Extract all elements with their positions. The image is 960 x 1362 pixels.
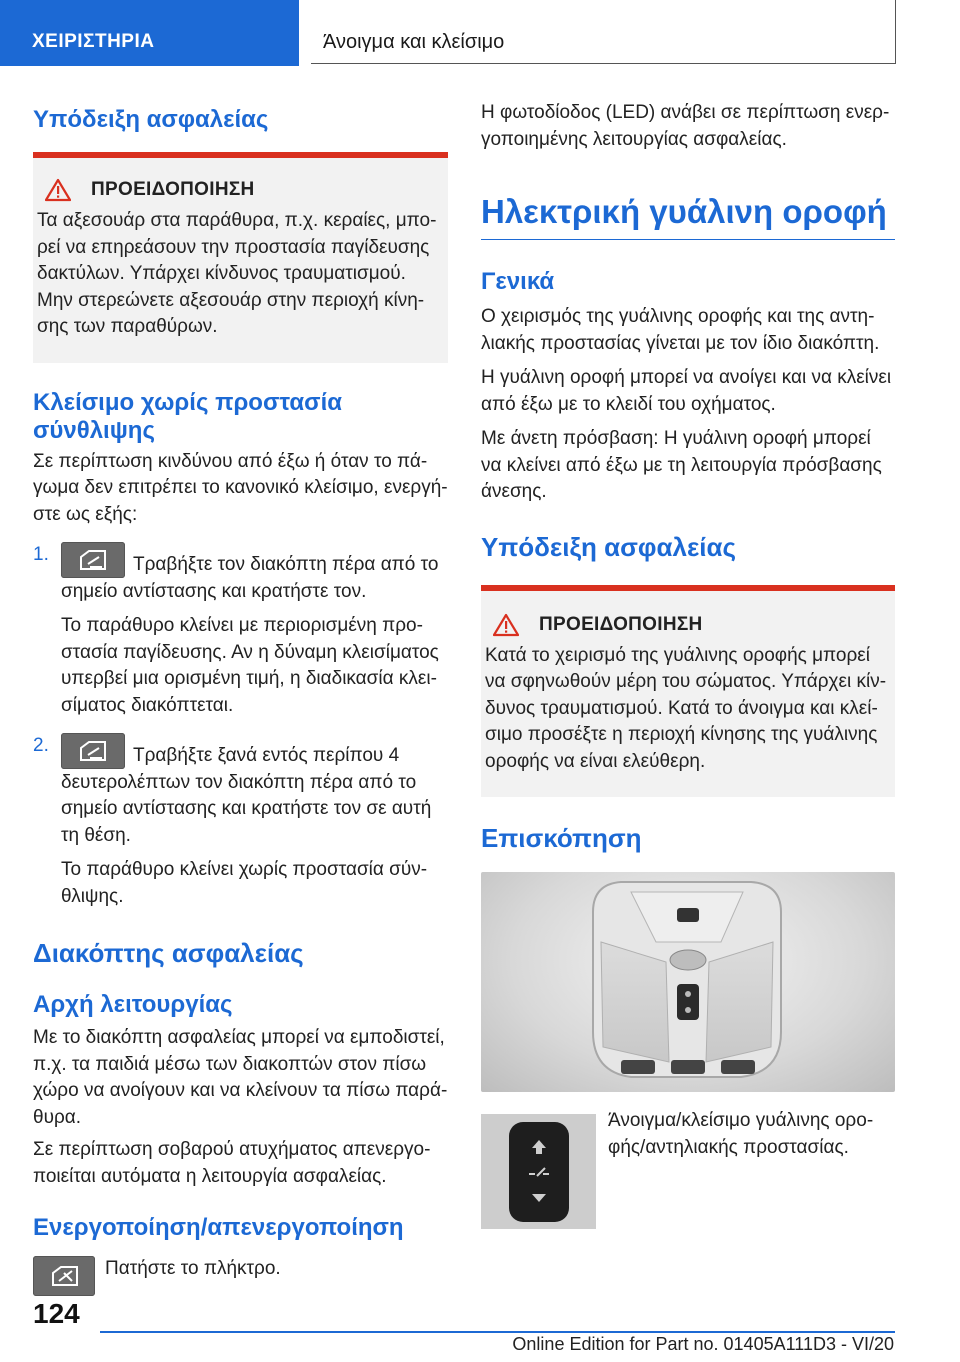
toggle-text: Πατήστε το πλήκτρο.	[105, 1258, 281, 1279]
switch-heading: Διακόπτης ασφαλείας	[33, 938, 304, 968]
step-number: 2.	[33, 735, 49, 756]
step-item	[33, 542, 448, 719]
step-item	[33, 733, 448, 910]
warning-header	[481, 613, 895, 637]
warning-label: ΠΡΟΕΙΔΟΠΟΙΗΣΗ	[539, 613, 703, 635]
toggle-row	[33, 1256, 448, 1296]
window-switch-icon	[78, 739, 108, 763]
window-switch-image	[61, 542, 125, 578]
overview-heading: Επισκόπηση	[481, 823, 642, 853]
safety-switch-icon	[50, 1263, 80, 1289]
switch-caption-row	[481, 1110, 895, 1229]
step-note: Το παράθυρο κλείνει χωρίς προστασία σύνθλιψης.	[61, 859, 428, 907]
footer-divider	[100, 1331, 895, 1333]
led-text: Η φωτοδίοδος (LED) ανάβει σε περίπτωση ενεργοποιημένης λειτουργίας ασφαλείας.	[481, 102, 890, 150]
roof-heading: Ηλεκτρική γυάλινη οροφή	[481, 193, 895, 240]
page-number: 124	[33, 1298, 80, 1329]
right-column	[481, 100, 895, 1229]
window-switch-image	[61, 733, 125, 769]
left-column	[33, 100, 448, 1296]
principle-paragraph-2: Σε περίπτωση σοβαρού ατυχήματος απενεργοποιείται αυτόματα η λειτουργία ασφαλείας.	[33, 1139, 431, 1187]
chapter-title: Άνοιγμα και κλείσιμο	[311, 0, 896, 64]
warning-box	[481, 585, 895, 798]
closing-intro: Σε περίπτωση κινδύνου από έξω ή όταν το πάγωμα δεν επιτρέπει το κανονικό κλείσιμο, ενεργήστε ως εξής:	[33, 450, 448, 525]
roof-switch-photo	[481, 1114, 596, 1229]
switch-caption: Άνοιγμα/κλείσιμο γυάλινης οροφής/αντηλιακής προστασίας.	[608, 1110, 874, 1158]
roof-console-illustration	[481, 872, 895, 1092]
step-number: 1.	[33, 544, 49, 565]
principle-heading: Αρχή λειτουργίας	[33, 991, 233, 1018]
warning-box	[33, 152, 448, 363]
warning-label: ΠΡΟΕΙΔΟΠΟΙΗΣΗ	[91, 179, 255, 200]
safety-heading: Υπόδειξη ασφαλείας	[33, 106, 269, 133]
warning-triangle-icon	[45, 178, 71, 202]
warning-text: Κατά το χειρισμό της γυάλινης οροφής μπορεί να σφηνωθούν μέρη του σώματος. Υπάρχει κίνδυνος τραυματισμού. Κατά το άνοιγμα και κλείσιμο προσέξτε η περιοχή κίνησης της γυάλινης οροφής να είναι ελεύθερη.	[485, 644, 887, 772]
step-text: Τραβήξτε ξανά εντός περίπου 4 δευτερολέπτων τον διακόπτη πέρα από το σημείο αντίστασης και κρατήστε τον σε αυτή τη θέση.	[61, 733, 448, 849]
warning-triangle-icon	[493, 613, 519, 637]
edition-text: Online Edition for Part no. 01405A111D3 - VI/20	[512, 1334, 894, 1354]
warning-text: Τα αξεσουάρ στα παράθυρα, π.χ. κεραίες, μπορεί να επηρεάσουν την προστασία παγίδευσης δακτύλων. Υπάρχει κίνδυνος τραυματισμού. Μην στερεώνετε αξεσουάρ στην περιοχή κίνησης των παραθύρων.	[37, 210, 437, 337]
window-switch-icon	[78, 548, 108, 572]
section-tab: ΧΕΙΡΙΣΤΗΡΙΑ	[0, 0, 299, 66]
roof-switch-illustration	[481, 1114, 596, 1229]
general-heading: Γενικά	[481, 268, 555, 295]
general-paragraph-3: Με άνετη πρόσβαση: Η γυάλινη οροφή μπορεί να κλείνει από έξω με τη λειτουργία πρόσβασης άνεσης.	[481, 428, 882, 502]
step-text: Τραβήξτε τον διακόπτη πέρα από το σημείο αντίστασης και κρατήστε τον.	[61, 542, 448, 605]
safety-switch-image	[33, 1256, 95, 1296]
general-paragraph-2: Η γυάλινη οροφή μπορεί να ανοίγει και να κλείνει από έξω με το κλειδί του οχήματος.	[481, 367, 892, 415]
principle-paragraph: Με το διακόπτη ασφαλείας μπορεί να εμποδιστεί, π.χ. τα παιδιά μέσω των διακοπτών στον πίσω χώρο να ανοίγουν και να κλείνουν τα πίσω παράθυρα.	[33, 1027, 448, 1128]
warning-header	[33, 178, 448, 202]
toggle-heading: Ενεργοποίηση/απενεργοποίηση	[33, 1214, 404, 1241]
general-paragraph: Ο χειρισμός της γυάλινης οροφής και της αντηλιακής προστασίας γίνεται με τον ίδιο διακόπτη.	[481, 306, 880, 354]
roof-console-photo	[481, 872, 895, 1092]
step-note: Το παράθυρο κλείνει με περιορισμένη προστασία παγίδευσης. Αν η δύναμη κλεισίματος υπερβεί μια ορισμένη τιμή, η διαδικασία κλεισίματος διακόπτεται.	[61, 615, 439, 716]
closing-heading: Κλείσιμο χωρίς προστασία σύνθλιψης	[33, 388, 343, 444]
safety-heading-2: Υπόδειξη ασφαλείας	[481, 531, 737, 562]
page-header	[0, 0, 960, 66]
